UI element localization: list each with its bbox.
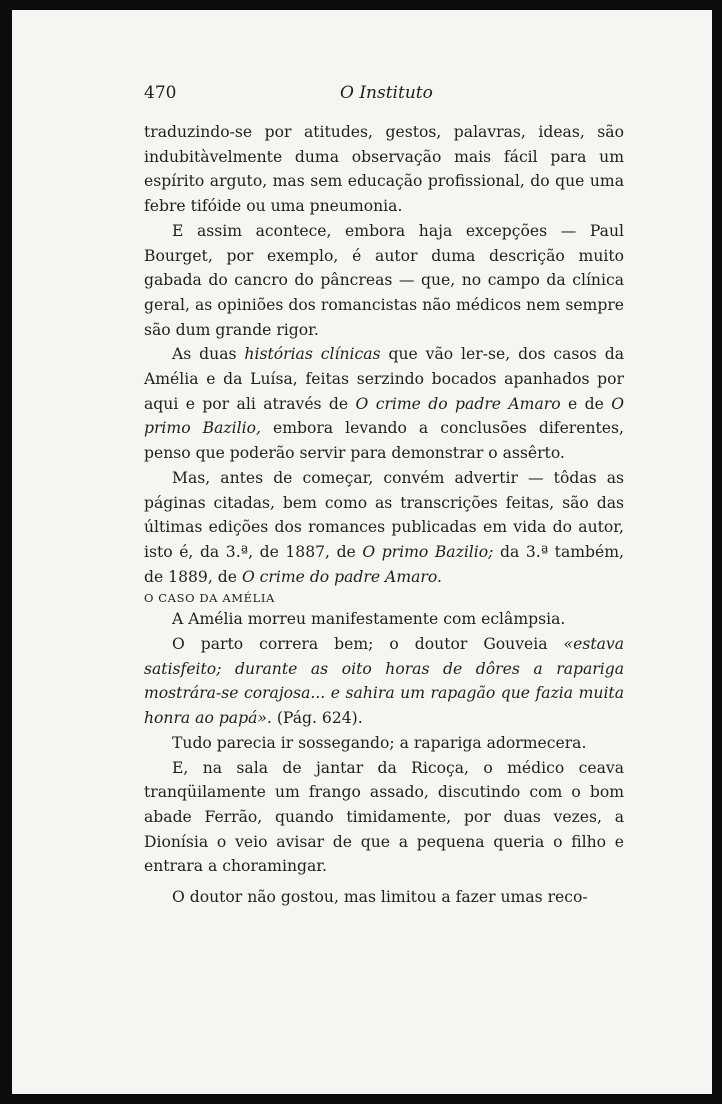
paragraph bbox=[144, 731, 624, 756]
text-run: (Pág. 624). bbox=[271, 709, 363, 728]
book-title: O crime do padre Amaro. bbox=[241, 567, 442, 586]
paragraph-text: E assim acontece, embora haja excepções — Paul Bourget, por exemplo, é autor duma descrição muito gabada do cancro do pâncreas — que, no campo da clínica geral, as opiniões dos romancistas não médicos nem sempre são dum grande rigor. bbox=[144, 221, 624, 339]
book-title: O crime do padre Amaro bbox=[355, 394, 561, 413]
paragraph bbox=[144, 756, 624, 880]
paragraph-text: E, na sala de jantar da Ricoça, o médico ceava tranqüilamente um frango assado, discutindo com o bom abade Ferrão, quando timidamente, por duas vezes, a Dionísia o veio avisar de que a pequena queria o filho e entrara a choramingar. bbox=[144, 758, 624, 876]
paragraph-text: A Amélia morreu manifestamente com eclâmpsia. bbox=[172, 610, 566, 629]
paragraph bbox=[144, 219, 624, 343]
paragraph bbox=[144, 885, 624, 910]
paragraph-text: O doutor não gostou, mas limitou a fazer umas reco- bbox=[172, 888, 588, 907]
book-page bbox=[12, 10, 712, 1094]
italic-term: histórias clínicas bbox=[244, 345, 381, 364]
paragraph bbox=[144, 632, 624, 731]
text-run: O parto correra bem; o doutor Gouveia bbox=[172, 635, 564, 654]
section-title: O CASO DA AMÉLIA bbox=[144, 591, 275, 606]
paragraph bbox=[144, 466, 624, 590]
book-title: O primo Bazilio; bbox=[362, 542, 494, 561]
journal-title: O Instituto bbox=[340, 83, 433, 103]
body-text bbox=[144, 120, 624, 910]
paragraph-text: Tudo parecia ir sossegando; a rapariga adormecera. bbox=[172, 733, 587, 752]
paragraph-text: traduzindo-se por atitudes, gestos, palavras, ideas, são indubitàvelmente duma observação mais fácil para um espírito arguto, mas sem educação profissional, do que uma febre tifóide ou uma pneumonia. bbox=[144, 123, 624, 216]
page-number: 470 bbox=[144, 83, 177, 103]
quotation: «estava satisfeito; durante as oito horas de dôres a rapariga mostrára-se corajosa... e sahira um rapagão que fazia muita honra ao papá». bbox=[144, 635, 624, 728]
paragraph bbox=[144, 342, 624, 466]
paragraph bbox=[144, 607, 624, 632]
text-run: Mas, antes de começar, convém advertir — tôdas as páginas citadas, bem como as transcrições feitas, são das últimas edições dos romances publicadas em vida do autor, isto é, da 3.ª, de 1887, de bbox=[144, 468, 624, 561]
running-head bbox=[144, 83, 624, 107]
text-run: que vão ler-se, dos casos da Amélia e da Luísa, feitas serzindo bocados apanhados por aqui e por ali através de bbox=[144, 345, 624, 413]
text-run: embora levando a conclusões diferentes, penso que poderão servir para demonstrar o assêrto. bbox=[144, 419, 624, 463]
text-run: As duas bbox=[172, 345, 245, 364]
book-title: O primo Bazilio, bbox=[144, 394, 624, 438]
paragraph bbox=[144, 120, 624, 219]
text-run: e de bbox=[560, 394, 612, 413]
text-run: da 3.ª também, de 1889, de bbox=[144, 542, 624, 586]
